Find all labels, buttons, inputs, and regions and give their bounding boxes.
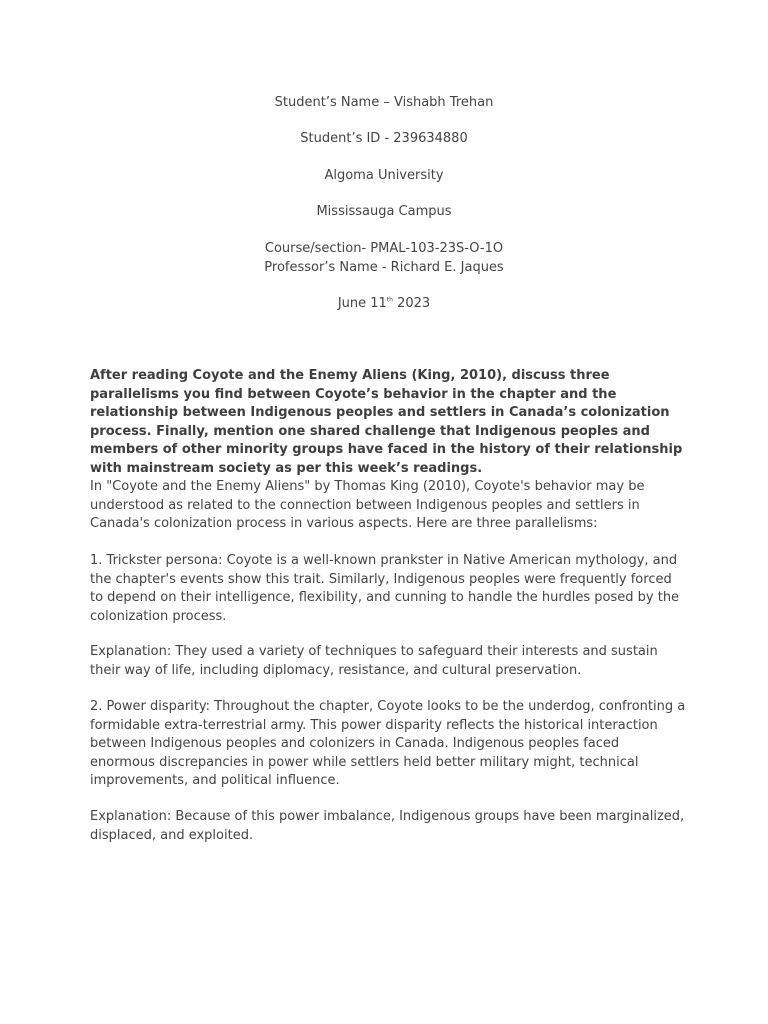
intro-paragraph: In "Coyote and the Enemy Aliens" by Thomas King (2010), Coyote's behavior may be understood as related to the connection between Indigenous peoples and settlers in Canada's colonization process in various aspects. Here are three parallelisms:	[90, 479, 645, 531]
explanation-2-paragraph: Explanation: Because of this power imbalance, Indigenous groups have been marginalized, displaced, and exploited.	[90, 809, 685, 843]
point-1-paragraph: 1. Trickster persona: Coyote is a well-known prankster in Native American mythology, and the chapter's events show this trait. Similarly, Indigenous peoples were frequently forced to depend on their intelligence, flexibility, and cunning to handle the hurdles posed by the colonization process.	[90, 553, 680, 624]
explanation-1-paragraph: Explanation: They used a variety of techniques to safeguard their interests and sustain their way of life, including diplomacy, resistance, and cultural preservation.	[90, 644, 658, 678]
submission-date	[0, 294, 768, 313]
date-day: June 11	[337, 296, 387, 311]
university-name: Algoma University	[324, 168, 444, 183]
campus-name: Mississauga Campus	[316, 204, 452, 219]
course-section: Course/section- PMAL-103-23S-O-1O	[264, 241, 504, 256]
professor-name: Professor’s Name - Richard E. Jaques	[264, 260, 504, 275]
assignment-prompt: After reading Coyote and the Enemy Aliens (King, 2010), discuss three parallelisms you find between Coyote’s behavior in the chapter and the relationship between Indigenous peoples and settlers in Canada’s colonization process. Finally, mention one shared challenge that Indigenous peoples and members of other minority groups have faced in the history of their relationship with mainstream society as per this week’s readings.	[90, 368, 683, 476]
date-suffix: th	[386, 296, 393, 304]
date-line	[0, 294, 768, 313]
university-line	[0, 166, 768, 185]
student-name: Student’s Name – Vishabh Trehan	[274, 95, 494, 110]
student-name-line	[0, 93, 768, 112]
date-year: 2023	[392, 296, 431, 311]
course-block	[0, 239, 768, 277]
student-id: Student’s ID - 239634880	[300, 131, 468, 146]
student-id-line	[0, 129, 768, 148]
point-2-paragraph: 2. Power disparity: Throughout the chapter, Coyote looks to be the underdog, confronting a formidable extra-terrestrial army. This power disparity reflects the historical interaction between Indigenous peoples and colonizers in Canada. Indigenous peoples faced enormous discrepancies in power while settlers held better military might, technical improvements, and political influence.	[90, 699, 686, 788]
campus-line	[0, 202, 768, 221]
